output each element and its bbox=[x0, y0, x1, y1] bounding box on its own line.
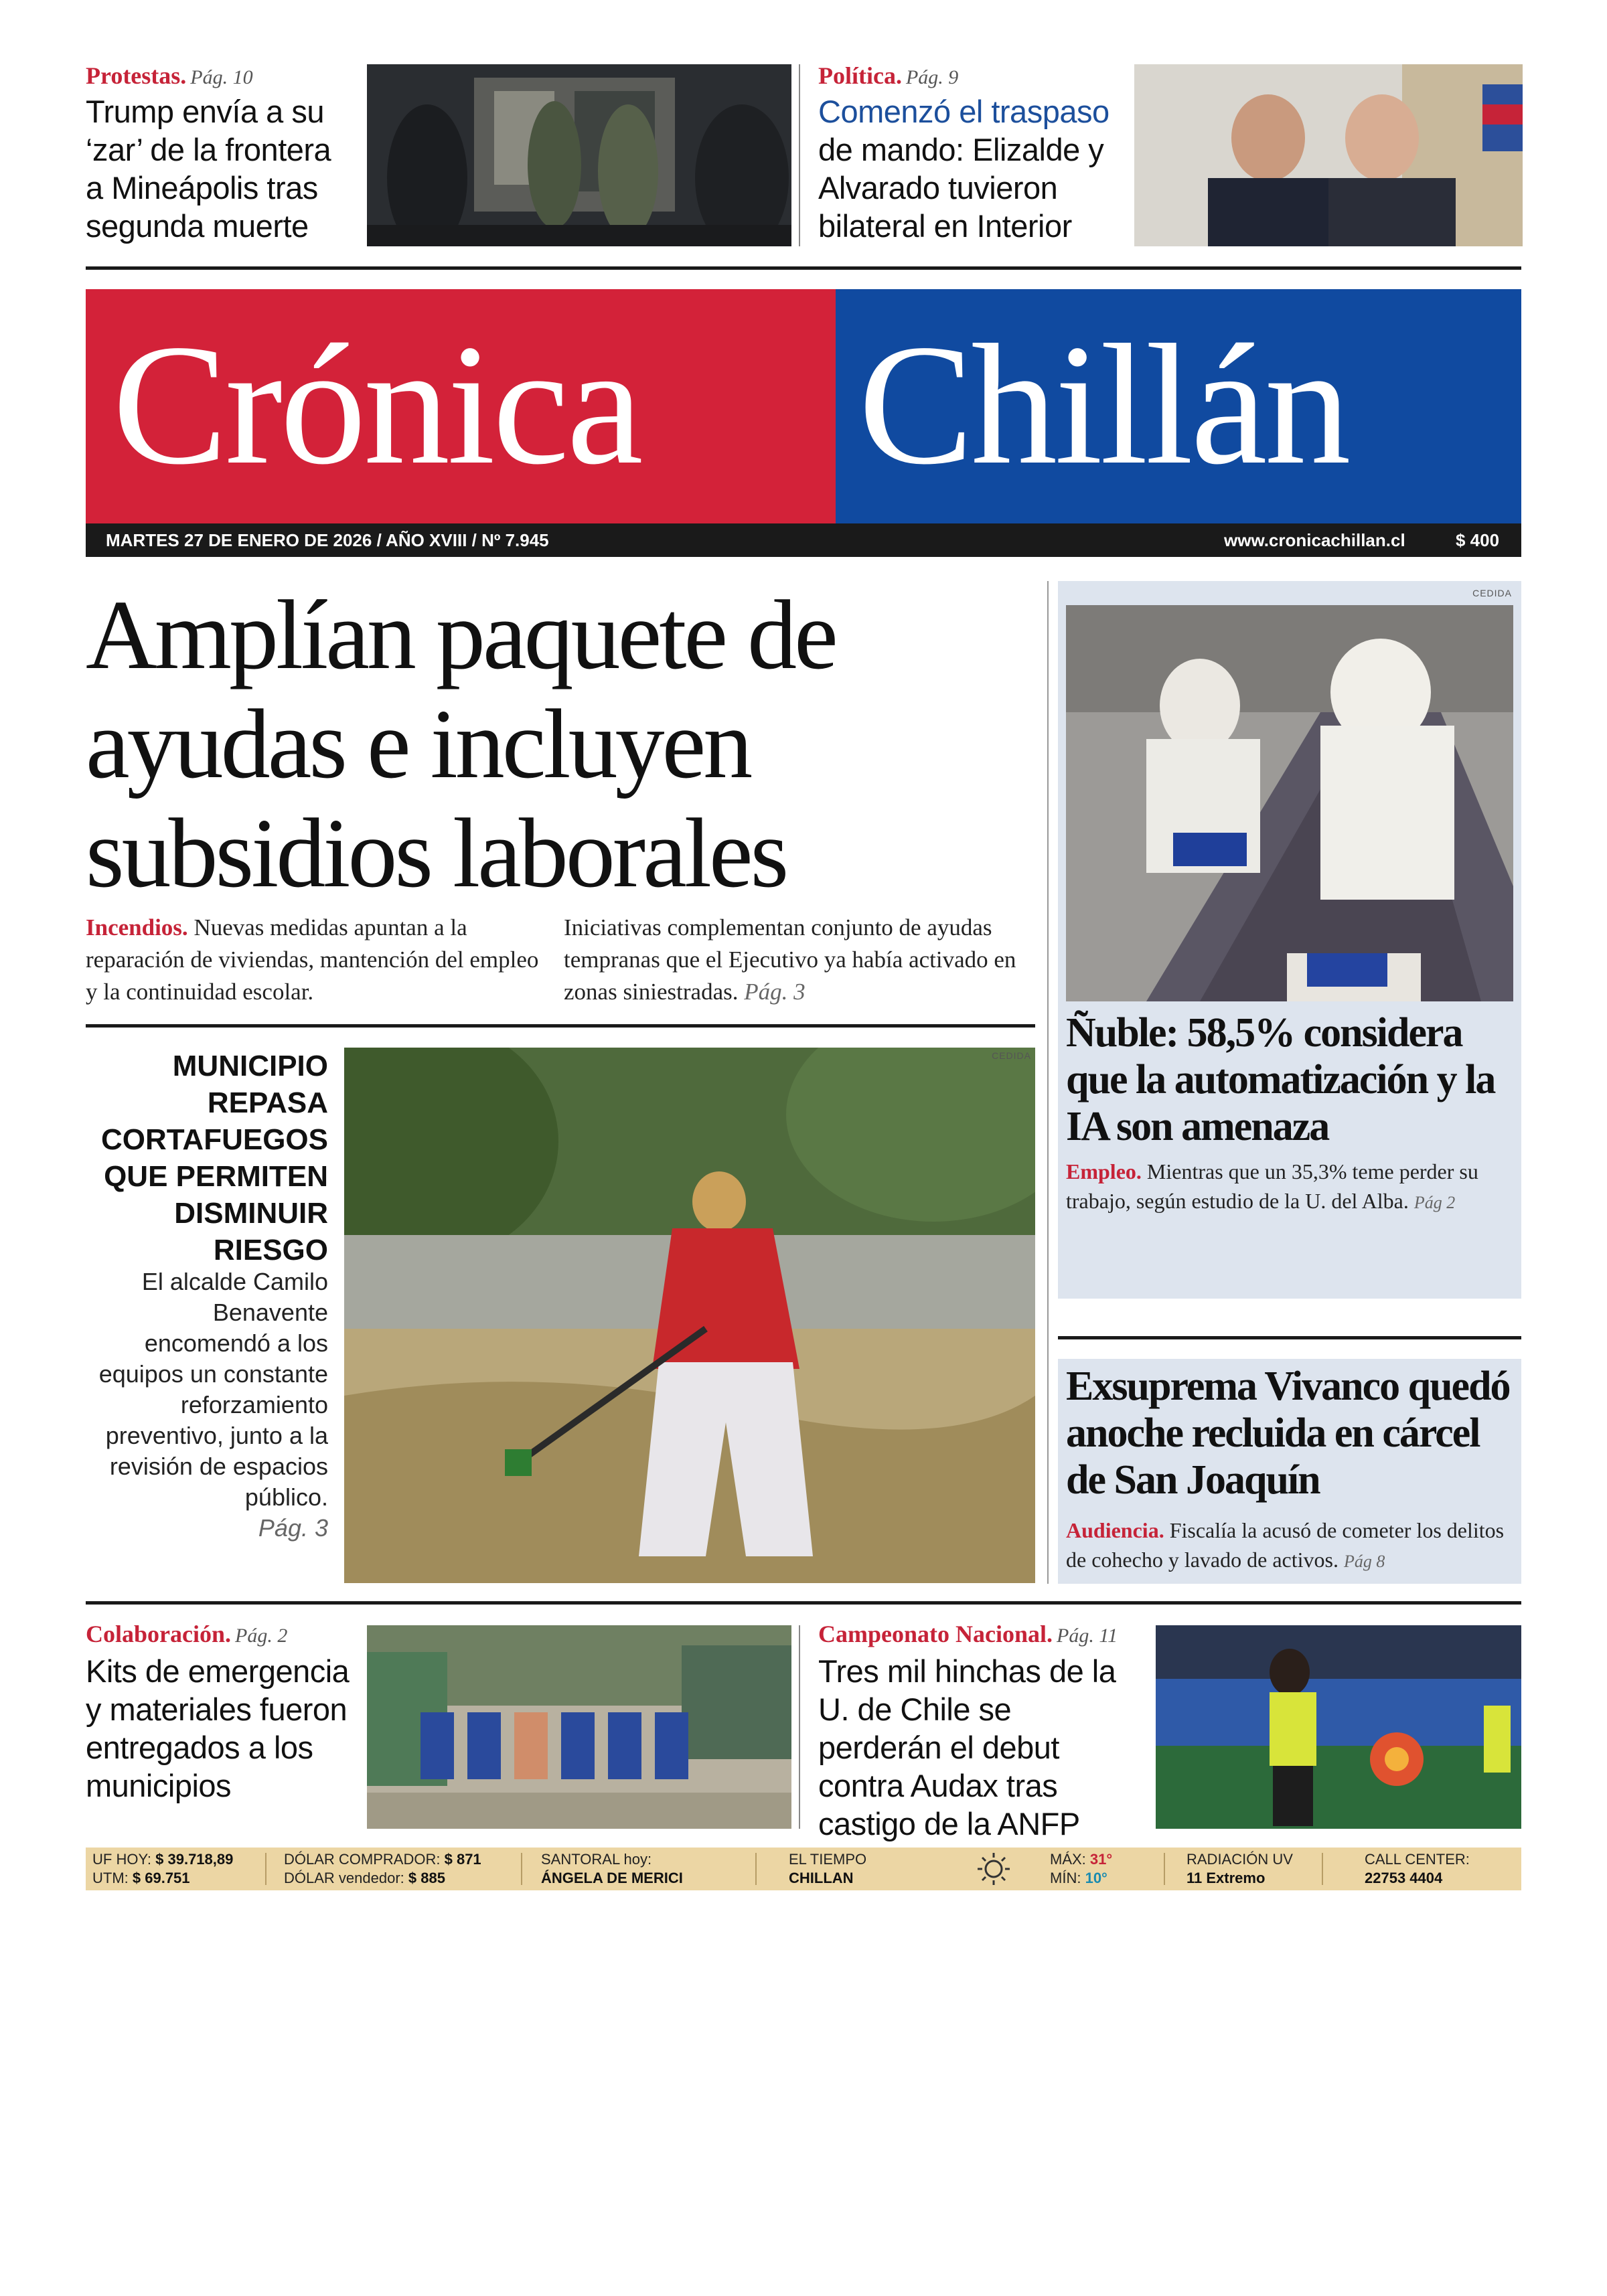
santoral-value: ÁNGELA DE MERICI bbox=[541, 1870, 683, 1886]
bottom-left-kicker: Colaboración. Pág. 2 bbox=[86, 1621, 288, 1647]
automation-deck-text: Mientras que un 35,3% teme perder su trabajo, según estudio de la U. del Alba. bbox=[1066, 1159, 1478, 1213]
main-deck-right bbox=[564, 912, 1039, 1008]
main-kicker: Incendios. bbox=[86, 914, 188, 940]
top-right-page: Pág. 9 bbox=[905, 66, 959, 88]
automation-kicker: Empleo. bbox=[1066, 1159, 1142, 1183]
min-temp: 10° bbox=[1085, 1870, 1107, 1886]
top-left-teaser[interactable] bbox=[86, 62, 354, 245]
dateline-bar bbox=[86, 523, 1521, 557]
top-right-photo bbox=[1134, 64, 1523, 246]
side-page: Pág. 3 bbox=[258, 1514, 328, 1542]
footer-dolar: DÓLAR COMPRADOR: $ 871 DÓLAR vendedor: $ 885 bbox=[284, 1851, 481, 1886]
footer-santoral: SANTORAL hoy: ÁNGELA DE MERICI bbox=[541, 1851, 683, 1886]
bottom-right-title: Tres mil hinchas de la U. de Chile se perderán el debut contra Audax tras castigo de la ANFP bbox=[818, 1653, 1116, 1841]
automation-headline: Ñuble: 58,5% considera que la automatización y la IA son amenaza bbox=[1066, 1010, 1495, 1149]
main-deck-left-text: Nuevas medidas apuntan a la reparación de viviendas, mantención del empleo y la continuidad escolar. bbox=[86, 914, 539, 1005]
top-left-kicker: Protestas. Pág. 10 bbox=[86, 62, 253, 89]
top-right-title-rest: de mando: Elizalde y Alvarado tuvieron bilateral en Interior bbox=[818, 132, 1104, 244]
top-right-title-blue: Comenzó el traspaso bbox=[818, 94, 1109, 129]
automation-page: Pág 2 bbox=[1413, 1193, 1456, 1212]
dolar-comprador-value: $ 871 bbox=[444, 1851, 481, 1868]
uf-value: $ 39.718,89 bbox=[155, 1851, 234, 1868]
footer-uf-utm: UF HOY: $ 39.718,89 UTM: $ 69.751 bbox=[92, 1851, 234, 1886]
stadium-photo bbox=[1156, 1625, 1521, 1829]
vivanco-deck-text: Fiscalía la acusó de cometer los delitos de cohecho y lavado de activos. bbox=[1066, 1518, 1505, 1572]
top-right-title bbox=[818, 92, 1120, 245]
main-deck-right-text: Iniciativas complementan conjunto de ayudas tempranas que el Ejecutivo ya había activado en zonas siniestradas. bbox=[564, 914, 1016, 1005]
vivanco-page: Pág 8 bbox=[1343, 1552, 1385, 1571]
dolar-vendedor-value: $ 885 bbox=[408, 1870, 445, 1886]
bottom-left-page: Pág. 2 bbox=[235, 1625, 288, 1647]
vivanco-kicker: Audiencia. bbox=[1066, 1518, 1164, 1542]
automation-deck bbox=[1066, 1157, 1515, 1218]
kits-photo bbox=[367, 1625, 791, 1829]
top-right-teaser[interactable] bbox=[818, 62, 1120, 245]
footer-temps: MÁX: 31° MÍN: 10° bbox=[1050, 1851, 1113, 1886]
info-footer-bar bbox=[86, 1848, 1521, 1890]
firebreak-photo bbox=[344, 1048, 1035, 1583]
vivanco-deck bbox=[1066, 1515, 1515, 1576]
call-center-number[interactable]: 22753 4404 bbox=[1365, 1870, 1443, 1886]
top-left-page: Pág. 10 bbox=[190, 66, 253, 88]
side-photo-credit: CEDIDA bbox=[992, 1050, 1031, 1061]
website-link[interactable]: www.cronicachillan.cl bbox=[1224, 530, 1405, 550]
main-deck-left bbox=[86, 912, 541, 1008]
automation-photo-credit: CEDIDA bbox=[1472, 588, 1512, 598]
top-right-kicker: Política. Pág. 9 bbox=[818, 62, 959, 89]
bottom-right-teaser[interactable] bbox=[818, 1620, 1140, 1843]
footer-call-center: CALL CENTER: 22753 4404 bbox=[1365, 1851, 1470, 1886]
vivanco-story-box[interactable] bbox=[1058, 1359, 1521, 1584]
top-left-title: Trump envía a su ‘zar’ de la frontera a Mineápolis tras segunda muerte bbox=[86, 94, 331, 244]
masthead-red-block bbox=[86, 289, 836, 523]
masthead-blue-block bbox=[836, 289, 1521, 523]
masthead-chillan: Chillán bbox=[858, 309, 1349, 500]
footer-uv: RADIACIÓN UV 11 Extremo bbox=[1187, 1851, 1293, 1886]
main-page: Pág. 3 bbox=[744, 979, 806, 1005]
side-body-text: El alcalde Camilo Benavente encomendó a los equipos un constante reforzamiento preventivo, junto a la revisión de espacios público. bbox=[98, 1268, 328, 1511]
sun-icon bbox=[976, 1852, 1011, 1886]
bottom-right-kicker: Campeonato Nacional. Pág. 11 bbox=[818, 1621, 1118, 1647]
masthead-cronica: Crónica bbox=[112, 309, 641, 500]
side-headline: MUNICIPIO REPASA CORTAFUEGOS QUE PERMITEN DISMINUIR RIESGO bbox=[101, 1050, 328, 1266]
top-left-photo bbox=[367, 64, 791, 246]
main-headline: Amplían paquete de ayudas e incluyen subsidios laborales bbox=[86, 580, 836, 908]
side-body bbox=[86, 1266, 328, 1544]
factory-photo bbox=[1066, 605, 1513, 1001]
tiempo-city: CHILLAN bbox=[789, 1870, 854, 1886]
utm-value: $ 69.751 bbox=[132, 1870, 190, 1886]
price: $ 400 bbox=[1456, 530, 1500, 550]
bottom-left-title: Kits de emergencia y materiales fueron entregados a los municipios bbox=[86, 1653, 350, 1803]
footer-tiempo: EL TIEMPO CHILLAN bbox=[789, 1851, 867, 1886]
max-temp: 31° bbox=[1089, 1851, 1113, 1868]
dateline-date: MARTES 27 DE ENERO DE 2026 / AÑO XVIII / Nº 7.945 bbox=[106, 530, 549, 550]
bottom-right-page: Pág. 11 bbox=[1057, 1625, 1118, 1647]
vivanco-headline: Exsuprema Vivanco quedó anoche recluida en cárcel de San Joaquín bbox=[1066, 1364, 1510, 1503]
uv-value: 11 Extremo bbox=[1187, 1870, 1266, 1886]
automation-story-box[interactable] bbox=[1058, 581, 1521, 1299]
bottom-left-teaser[interactable] bbox=[86, 1620, 367, 1805]
